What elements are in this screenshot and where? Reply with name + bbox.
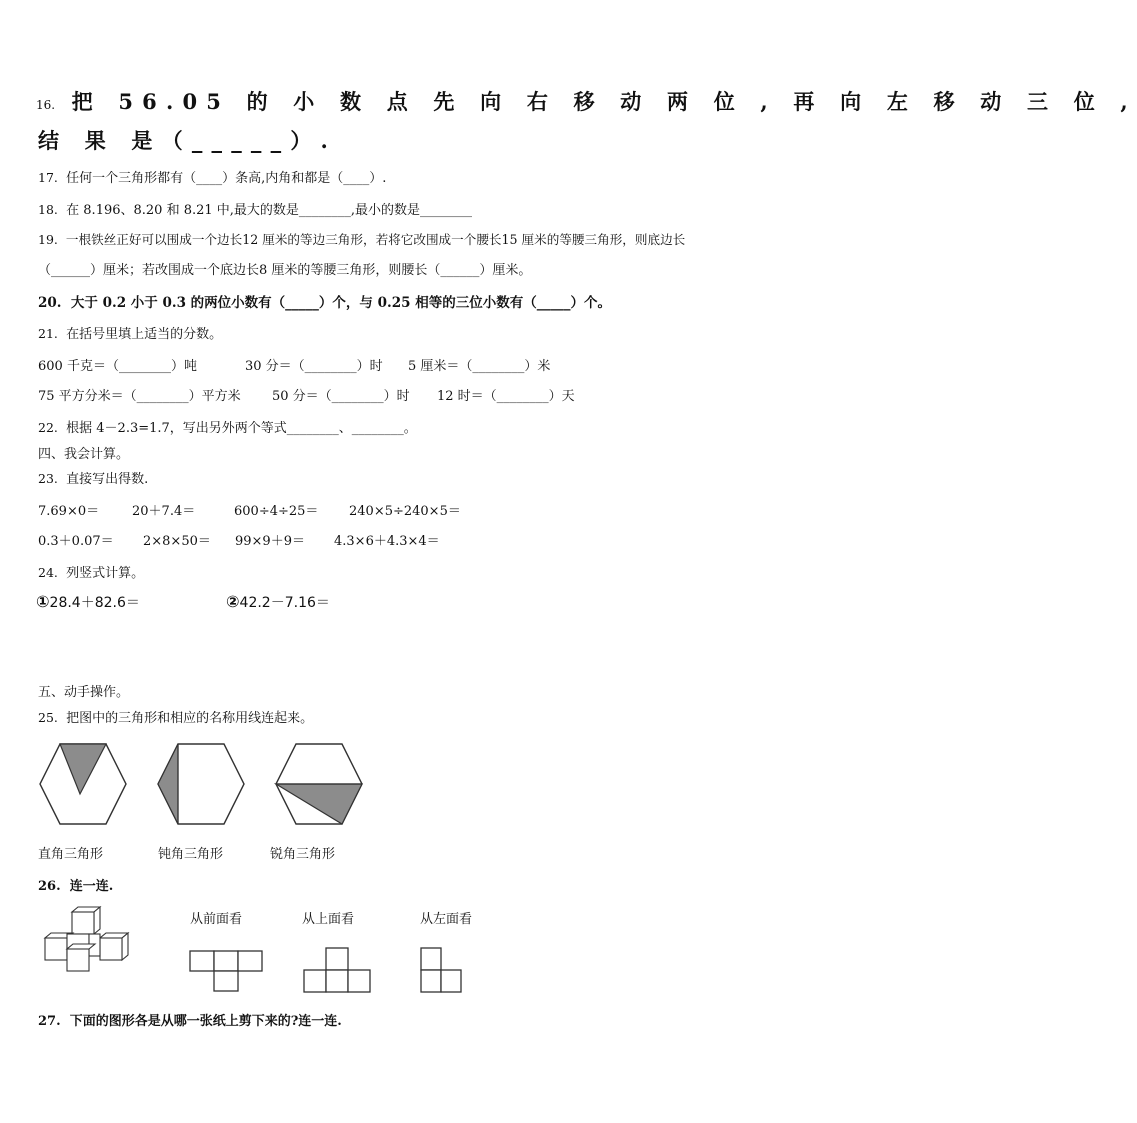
question-17-text: 任何一个三角形都有（____）条高,内角和都是（____）. (66, 171, 387, 186)
question-21-text: 在括号里填上适当的分数。 (66, 327, 223, 342)
question-19-line1 (38, 229, 685, 248)
triangle-label-acute: 锐角三角形 (270, 847, 336, 862)
question-26-text: 连一连. (69, 879, 114, 894)
question-23-title (38, 468, 148, 487)
circled-one-marker: ① (36, 592, 50, 611)
question-24-expression-b: 42.2－7.16＝ (239, 595, 330, 611)
question-27 (38, 1010, 342, 1029)
question-23-row1-item4: 240×5÷240×5＝ (349, 504, 461, 519)
triangle-label-right: 直角三角形 (38, 847, 104, 862)
question-23-row2-item2: 2×8×50＝ (143, 534, 211, 549)
question-25-number: 25. (38, 710, 58, 725)
question-21-row2-item1: 75 平方分米＝（________）平方米 (38, 389, 241, 404)
question-19-number: 19. (38, 232, 58, 247)
question-20-text: 大于 0.2 小于 0.3 的两位小数有（_____）个，与 0.25 相等的三位小数有（_____）个。 (70, 295, 611, 311)
question-23-text: 直接写出得数. (66, 472, 149, 487)
question-27-text: 下面的图形各是从哪一张纸上剪下来的?连一连. (69, 1014, 342, 1029)
hexagon-figure-3 (274, 738, 364, 828)
view-label-front: 从前面看 (190, 912, 243, 927)
question-18-number: 18. (38, 202, 58, 217)
hexagon-2-shaded-triangle (158, 744, 178, 824)
view-label-left: 从左面看 (420, 912, 473, 927)
question-21-row2-item2: 50 分＝（________）时 (272, 389, 410, 404)
triangle-label-obtuse: 钝角三角形 (158, 847, 224, 862)
question-20-number: 20. (38, 295, 62, 311)
question-21-number: 21. (38, 326, 58, 341)
question-21-row1-item1: 600 千克＝（________）吨 (38, 359, 197, 374)
hexagon-figure-1 (38, 738, 128, 828)
question-24-expression-a: 28.4＋82.6＝ (49, 595, 140, 611)
question-16-line1 (36, 86, 1137, 116)
question-23-row2-item1: 0.3＋0.07＝ (38, 534, 114, 549)
question-21-row1-item3: 5 厘米＝（________）米 (408, 359, 551, 374)
question-24-number: 24. (38, 565, 58, 580)
question-24-text: 列竖式计算。 (66, 566, 145, 581)
question-24-part-b (226, 592, 330, 612)
question-22-text: 根据 4－2.3=1.7，写出另外两个等式________、________。 (66, 421, 417, 436)
question-24-part-a (36, 592, 140, 612)
question-24-title (38, 562, 144, 581)
question-25-title (38, 707, 313, 726)
question-25-text: 把图中的三角形和相应的名称用线连起来。 (66, 711, 314, 726)
section-4-heading: 四、我会计算。 (38, 447, 130, 462)
question-19-text: 一根铁丝正好可以围成一个边长12 厘米的等边三角形，若将它改围成一个腰长15 厘米的等腰三角形，则底边长 (65, 232, 686, 247)
left-view-shape (420, 946, 470, 994)
question-21-row2-item3: 12 时＝（________）天 (437, 389, 575, 404)
question-21-row1-item2: 30 分＝（________）时 (245, 359, 383, 374)
question-26-title (38, 875, 113, 894)
top-view-shape (303, 946, 379, 994)
question-17-number: 17. (38, 170, 58, 185)
question-26-number: 26. (38, 879, 61, 894)
question-18 (38, 199, 472, 218)
question-23-row2-item4: 4.3×6＋4.3×4＝ (334, 534, 440, 549)
question-19-line2: （______）厘米；若改围成一个底边长8 厘米的等腰三角形，则腰长（______）厘米。 (38, 263, 532, 278)
question-23-row1-item1: 7.69×0＝ (38, 504, 100, 519)
question-22-number: 22. (38, 420, 58, 435)
question-17 (38, 167, 386, 186)
cube-stack-figure (42, 906, 134, 972)
question-23-row2-item3: 99×9＋9＝ (235, 534, 305, 549)
circled-two-marker: ② (226, 592, 240, 611)
hexagon-figure-2 (156, 738, 246, 828)
question-16-number: 16. (36, 98, 56, 112)
question-16-text: 把 56.05 的 小 数 点 先 向 右 移 动 两 位 , 再 向 左 移 动 三 位 , (71, 89, 1137, 114)
front-view-shape (188, 949, 268, 994)
question-21-title (38, 323, 222, 342)
question-23-row1-item2: 20＋7.4＝ (132, 504, 196, 519)
question-22 (38, 417, 417, 436)
question-16-line2: 结 果 是（_____）. (38, 128, 338, 153)
question-23-number: 23. (38, 471, 58, 486)
question-27-number: 27. (38, 1014, 61, 1029)
question-20 (38, 291, 611, 311)
view-label-top: 从上面看 (302, 912, 355, 927)
question-23-row1-item3: 600÷4÷25＝ (234, 504, 319, 519)
section-5-heading: 五、动手操作。 (38, 685, 130, 700)
question-18-text: 在 8.196、8.20 和 8.21 中,最大的数是________,最小的数是________ (66, 203, 473, 218)
